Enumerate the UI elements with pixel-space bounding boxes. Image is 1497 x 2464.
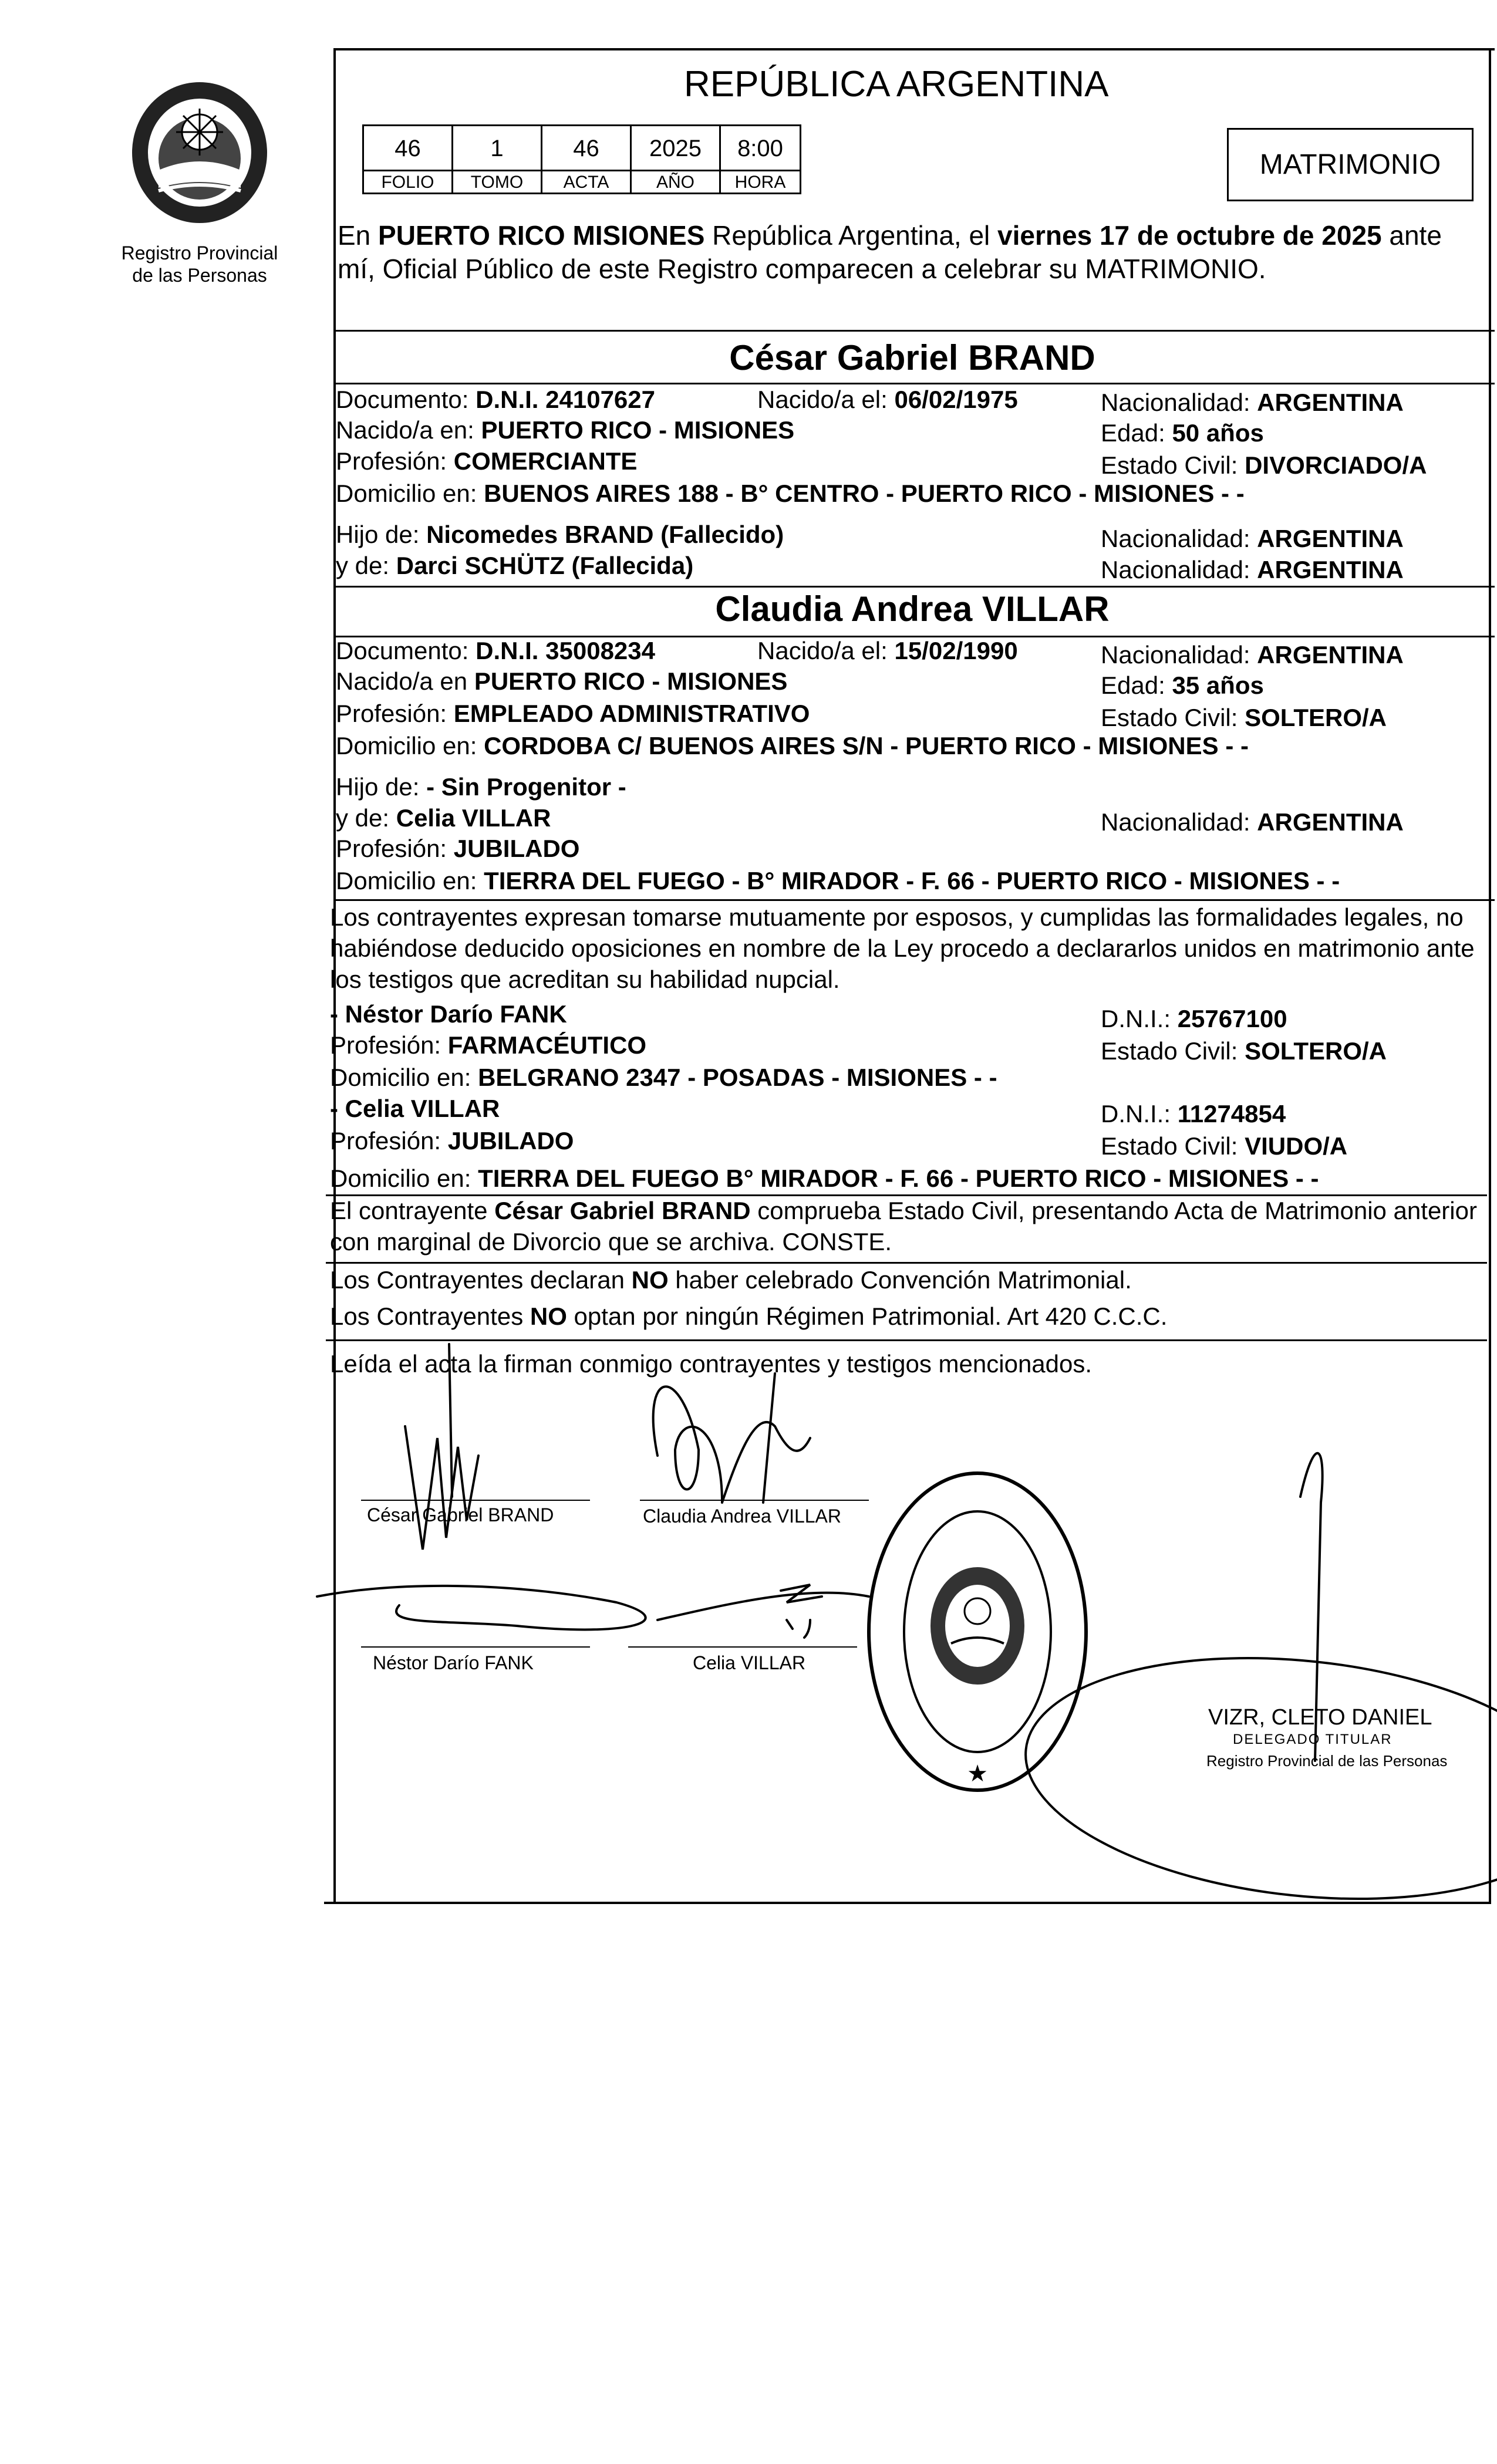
- spouse2-father: Hijo de: - Sin Progenitor -: [336, 773, 626, 801]
- note-regime: Los Contrayentes NO optan por ningún Régimen Patrimonial. Art 420 C.C.C.: [330, 1302, 1168, 1330]
- spouse1-prof: Profesión: COMERCIANTE: [336, 447, 638, 475]
- intro-line-1: En PUERTO RICO MISIONES República Argentina, el viernes 17 de octubre de 2025 ante: [338, 220, 1442, 251]
- witness1-name: - Néstor Darío FANK: [330, 1000, 567, 1028]
- signature-stroke-spouse2b: [763, 1373, 775, 1503]
- witness1-prof: Profesión: FARMACÉUTICO: [330, 1031, 647, 1059]
- spouse1-civil: Estado Civil: DIVORCIADO/A: [1101, 451, 1427, 479]
- official-name: VIZR, CLETO DANIEL: [1208, 1705, 1432, 1730]
- spouse1-born: Nacido/a el: 06/02/1975: [757, 386, 1018, 413]
- ceremony-place: PUERTO RICO MISIONES: [378, 220, 705, 251]
- box-folio-value: 46: [362, 124, 453, 171]
- spouse1-age: Edad: 50 años: [1101, 419, 1264, 447]
- spouse1-name: César Gabriel BRAND: [729, 338, 1095, 377]
- official-office: Registro Provincial de las Personas: [1206, 1752, 1448, 1770]
- signature-stroke-spouse1b: [449, 1344, 452, 1497]
- box-hora-label: HORA: [719, 170, 801, 194]
- delegation-stamp-icon: [863, 1467, 1092, 1796]
- note-divorce-line-2: con marginal de Divorcio que se archiva. CONSTE.: [330, 1228, 892, 1255]
- signature-label-spouse1: César Gabriel BRAND: [367, 1504, 554, 1525]
- witness2-prof: Profesión: JUBILADO: [330, 1127, 574, 1155]
- spouse2-birthplace: Nacido/a en PUERTO RICO - MISIONES: [336, 667, 788, 695]
- official-title: DELEGADO TITULAR: [1233, 1731, 1393, 1747]
- box-tomo-value: 1: [451, 124, 542, 171]
- spouse2-mother-prof: Profesión: JUBILADO: [336, 835, 580, 862]
- doc-type-box: MATRIMONIO: [1227, 128, 1474, 201]
- witness1-addr: Domicilio en: BELGRANO 2347 - POSADAS - MISIONES - -: [330, 1064, 997, 1091]
- spouse1-mother-nat: Nacionalidad: ARGENTINA: [1101, 556, 1404, 583]
- witness2-addr: Domicilio en: TIERRA DEL FUEGO B° MIRADOR - F. 66 - PUERTO RICO - MISIONES - -: [330, 1165, 1319, 1192]
- box-acta-label: ACTA: [541, 170, 632, 194]
- spouse2-mother-addr: Domicilio en: TIERRA DEL FUEGO - B° MIRADOR - F. 66 - PUERTO RICO - MISIONES - -: [336, 867, 1340, 895]
- intro-line-2: mí, Oficial Público de este Registro comparecen a celebrar su MATRIMONIO.: [338, 254, 1266, 284]
- note-divorce-line-1: El contrayente César Gabriel BRAND comprueba Estado Civil, presentando Acta de Matrimonio anterior: [330, 1197, 1477, 1224]
- witness2-civil: Estado Civil: VIUDO/A: [1101, 1132, 1348, 1160]
- signature-label-witness2: Celia VILLAR: [693, 1652, 806, 1673]
- spouse1-mother: y de: Darci SCHÜTZ (Fallecida): [336, 552, 694, 579]
- spouse2-born: Nacido/a el: 15/02/1990: [757, 637, 1018, 664]
- box-tomo-label: TOMO: [451, 170, 542, 194]
- spouse2-addr: Domicilio en: CORDOBA C/ BUENOS AIRES S/N - PUERTO RICO - MISIONES - -: [336, 732, 1249, 760]
- spouse2-civil: Estado Civil: SOLTERO/A: [1101, 704, 1387, 731]
- ceremony-date: viernes 17 de octubre de 2025: [997, 220, 1382, 251]
- spouse2-mother-nat: Nacionalidad: ARGENTINA: [1101, 808, 1404, 836]
- witness2-dni: D.N.I.: 11274854: [1101, 1100, 1286, 1128]
- signature-stroke-spouse2: [653, 1386, 810, 1503]
- spouse2-nat: Nacionalidad: ARGENTINA: [1101, 641, 1404, 669]
- spouse1-doc: Documento: D.N.I. 24107627: [336, 386, 655, 413]
- signature-stroke-witness1: [317, 1586, 646, 1630]
- country-title: REPÚBLICA ARGENTINA: [684, 64, 1109, 104]
- spouse2-doc: Documento: D.N.I. 35008234: [336, 637, 655, 664]
- signature-stroke-witness2b: [787, 1620, 810, 1638]
- box-folio-label: FOLIO: [362, 170, 453, 194]
- signature-label-witness1: Néstor Darío FANK: [373, 1652, 534, 1673]
- witness1-civil: Estado Civil: SOLTERO/A: [1101, 1037, 1387, 1065]
- declaration-line-2: habiéndose deducido oposiciones en nombre de la Ley procedo a declararlos unidos en matrimonio ante: [330, 934, 1475, 962]
- spouse1-addr: Domicilio en: BUENOS AIRES 188 - B° CENTRO - PUERTO RICO - MISIONES - -: [336, 480, 1245, 507]
- signature-label-spouse2: Claudia Andrea VILLAR: [643, 1506, 841, 1527]
- delegation-stamp: [863, 1467, 1092, 1796]
- spouse1-birthplace: Nacido/a en: PUERTO RICO - MISIONES: [336, 416, 795, 444]
- box-ano-value: 2025: [630, 124, 721, 171]
- signature-stroke-spouse1: [405, 1426, 478, 1550]
- spouse1-father: Hijo de: Nicomedes BRAND (Fallecido): [336, 521, 784, 548]
- witness2-name: - Celia VILLAR: [330, 1095, 500, 1122]
- box-hora-value: 8:00: [719, 124, 801, 171]
- witness1-dni: D.N.I.: 25767100: [1101, 1005, 1287, 1032]
- spouse2-age: Edad: 35 años: [1101, 671, 1264, 699]
- spouse1-father-nat: Nacionalidad: ARGENTINA: [1101, 525, 1404, 552]
- closing-statement: Leída el acta la firman conmigo contrayentes y testigos mencionados.: [330, 1350, 1093, 1378]
- spouse2-name: Claudia Andrea VILLAR: [715, 589, 1110, 629]
- box-ano-label: AÑO: [630, 170, 721, 194]
- declaration-line-1: Los contrayentes expresan tomarse mutuamente por esposos, y cumplidas las formalidades legales, no: [330, 903, 1464, 931]
- note-convention: Los Contrayentes declaran NO haber celebrado Convención Matrimonial.: [330, 1266, 1132, 1294]
- registry-name: Registro Provincial de las Personas: [121, 242, 278, 286]
- spouse1-nat: Nacionalidad: ARGENTINA: [1101, 389, 1404, 416]
- declaration-line-3: los testigos que acreditan su habilidad nupcial.: [330, 966, 840, 993]
- spouse2-mother: y de: Celia VILLAR: [336, 804, 551, 832]
- svg-text:★: ★: [967, 1760, 988, 1787]
- spouse2-prof: Profesión: EMPLEADO ADMINISTRATIVO: [336, 700, 810, 727]
- box-acta-value: 46: [541, 124, 632, 171]
- signature-stroke-witness2: [658, 1585, 869, 1620]
